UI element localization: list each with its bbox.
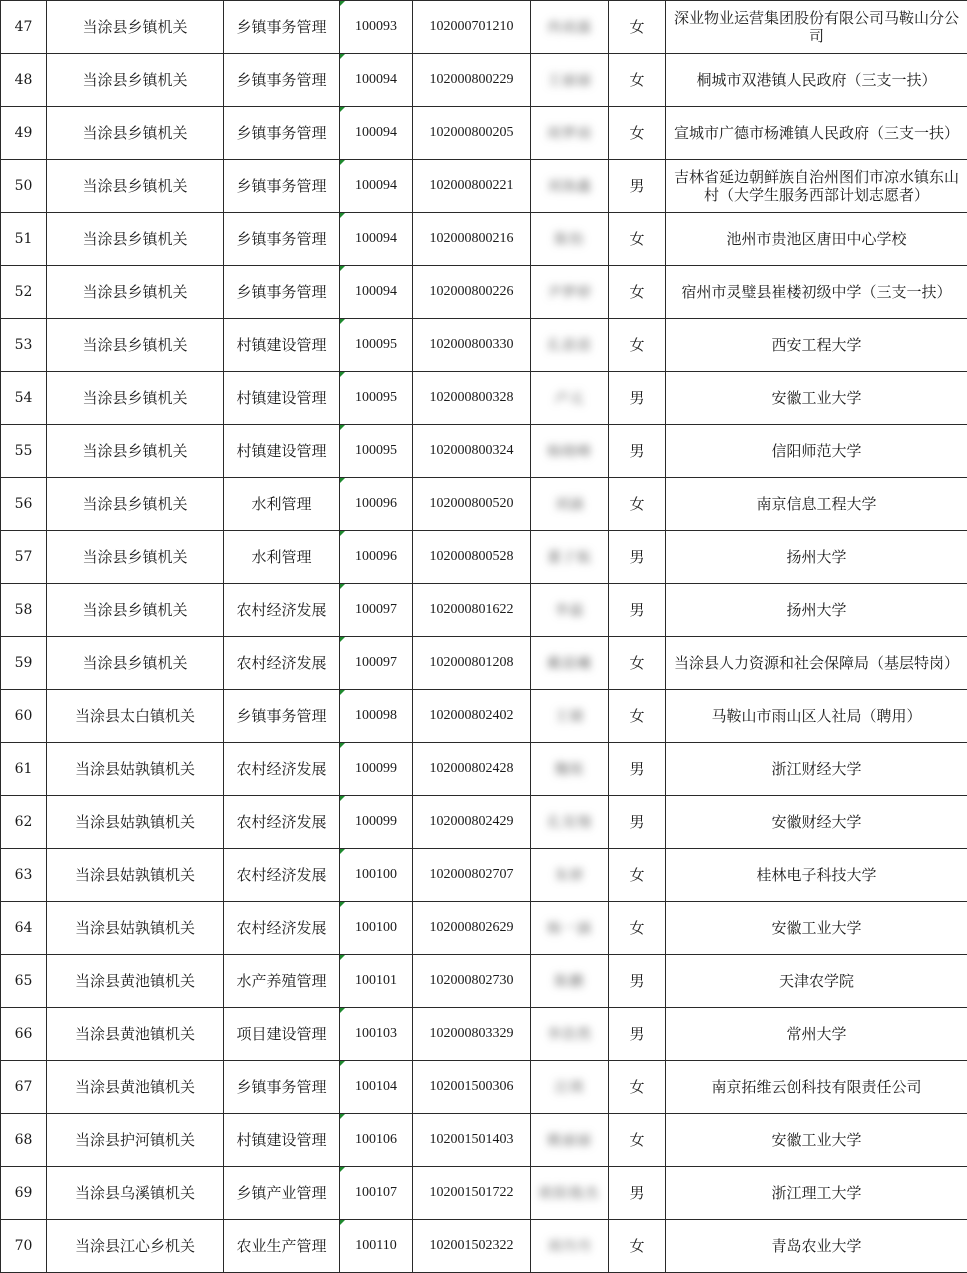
blurred-name: 魏锐 [554,761,585,778]
post-code-cell: 100103 [340,1008,413,1061]
gender-cell: 女 [609,849,666,902]
position-cell: 乡镇事务管理 [224,160,340,213]
gender-cell: 男 [609,1008,666,1061]
row-number-cell: 58 [1,584,47,637]
exam-number-cell: 102000800229 [413,54,531,107]
blurred-name: 孔昊翔 [547,814,592,831]
employer-cell: 吉林省延边朝鲜族自治州图们市凉水镇东山村（大学生服务西部计划志愿者） [666,160,967,213]
candidate-name-cell [531,54,609,107]
gender-cell: 女 [609,637,666,690]
recruiting-unit-cell: 当涂县乡镇机关 [47,584,224,637]
table-row [1,743,967,796]
position-cell: 农村经济发展 [224,584,340,637]
post-code-cell: 100100 [340,902,413,955]
gender-cell: 男 [609,372,666,425]
post-code-cell: 100097 [340,584,413,637]
table-row [1,1220,967,1273]
candidate-name-cell [531,1008,609,1061]
exam-number-cell: 102000800324 [413,425,531,478]
recruiting-unit-cell: 当涂县黄池镇机关 [47,1061,224,1114]
exam-number-cell: 102000800226 [413,266,531,319]
exam-number-cell: 102000701210 [413,1,531,54]
position-cell: 村镇建设管理 [224,319,340,372]
post-code-cell: 100097 [340,637,413,690]
recruiting-unit-cell: 当涂县乡镇机关 [47,637,224,690]
employer-cell: 青岛农业大学 [666,1220,967,1273]
row-number-cell: 50 [1,160,47,213]
blurred-name: 王婧 [554,708,585,725]
post-code-cell: 100110 [340,1220,413,1273]
exam-number-cell: 102000800528 [413,531,531,584]
recruiting-unit-cell: 当涂县乡镇机关 [47,160,224,213]
recruiting-unit-cell: 当涂县姑孰镇机关 [47,902,224,955]
blurred-name: 孔蓓蓓 [547,337,592,354]
blurred-name: 刘涵 [554,496,585,513]
row-number-cell: 60 [1,690,47,743]
employer-cell: 安徽财经大学 [666,796,967,849]
row-number-cell: 49 [1,107,47,160]
exam-number-cell: 102000800520 [413,478,531,531]
recruiting-unit-cell: 当涂县乡镇机关 [47,1,224,54]
gender-cell: 女 [609,319,666,372]
recruiting-unit-cell: 当涂县姑孰镇机关 [47,743,224,796]
post-code-cell: 100096 [340,531,413,584]
gender-cell: 女 [609,902,666,955]
candidate-name-cell [531,1061,609,1114]
gender-cell: 男 [609,743,666,796]
employer-cell: 池州市贵池区唐田中心学校 [666,213,967,266]
row-number-cell: 55 [1,425,47,478]
gender-cell: 女 [609,266,666,319]
blurred-name: 杨一涵 [547,920,592,937]
blurred-name: 王丽丽 [547,72,592,89]
candidate-name-cell [531,372,609,425]
row-number-cell: 69 [1,1167,47,1220]
post-code-cell: 100094 [340,54,413,107]
candidate-name-cell [531,425,609,478]
row-number-cell: 57 [1,531,47,584]
position-cell: 农村经济发展 [224,849,340,902]
post-code-cell: 100099 [340,743,413,796]
table-row [1,584,967,637]
position-cell: 村镇建设管理 [224,372,340,425]
row-number-cell: 70 [1,1220,47,1273]
recruiting-unit-cell: 当涂县乡镇机关 [47,107,224,160]
recruiting-unit-cell: 当涂县乌溪镇机关 [47,1167,224,1220]
blurred-name: 周梦雨 [547,125,592,142]
row-number-cell: 51 [1,213,47,266]
row-number-cell: 68 [1,1114,47,1167]
employer-cell: 西安工程大学 [666,319,967,372]
gender-cell: 女 [609,478,666,531]
row-number-cell: 52 [1,266,47,319]
blurred-name: 杨晓峰 [547,443,592,460]
post-code-cell: 100095 [340,372,413,425]
exam-number-cell: 102000801208 [413,637,531,690]
position-cell: 农村经济发展 [224,796,340,849]
employer-cell: 深业物业运营集团股份有限公司马鞍山分公司 [666,1,967,54]
post-code-cell: 100094 [340,160,413,213]
table-row [1,955,967,1008]
gender-cell: 男 [609,1167,666,1220]
employer-cell: 宣城市广德市杨滩镇人民政府（三支一扶） [666,107,967,160]
position-cell: 农村经济发展 [224,637,340,690]
candidate-name-cell [531,1167,609,1220]
exam-number-cell: 102000802428 [413,743,531,796]
candidate-name-cell [531,266,609,319]
position-cell: 水利管理 [224,531,340,584]
gender-cell: 男 [609,796,666,849]
recruiting-unit-cell: 当涂县太白镇机关 [47,690,224,743]
exam-number-cell: 102000802629 [413,902,531,955]
post-code-cell: 100094 [340,213,413,266]
candidate-name-cell [531,796,609,849]
gender-cell: 男 [609,531,666,584]
position-cell: 乡镇事务管理 [224,1,340,54]
employer-cell: 浙江财经大学 [666,743,967,796]
post-code-cell: 100098 [340,690,413,743]
post-code-cell: 100095 [340,425,413,478]
gender-cell: 女 [609,690,666,743]
employer-cell: 常州大学 [666,1008,967,1061]
row-number-cell: 59 [1,637,47,690]
position-cell: 项目建设管理 [224,1008,340,1061]
employer-cell: 安徽工业大学 [666,372,967,425]
exam-number-cell: 102001500306 [413,1061,531,1114]
exam-number-cell: 102000802429 [413,796,531,849]
blurred-name: 戴晨曦 [547,655,592,672]
employer-cell: 天津农学院 [666,955,967,1008]
employer-cell: 信阳师范大学 [666,425,967,478]
gender-cell: 男 [609,584,666,637]
position-cell: 乡镇事务管理 [224,213,340,266]
exam-number-cell: 102001501722 [413,1167,531,1220]
candidate-name-cell [531,955,609,1008]
candidate-name-cell [531,690,609,743]
exam-number-cell: 102000803329 [413,1008,531,1061]
row-number-cell: 65 [1,955,47,1008]
candidate-name-cell [531,531,609,584]
employer-cell: 安徽工业大学 [666,1114,967,1167]
blurred-name: 陈怡 [554,231,585,248]
row-number-cell: 66 [1,1008,47,1061]
row-number-cell: 64 [1,902,47,955]
candidate-name-cell [531,213,609,266]
blurred-name: 汪琪 [554,1079,585,1096]
employer-cell: 马鞍山市雨山区人社局（聘用） [666,690,967,743]
table-row [1,796,967,849]
blurred-name: 姚丽丽 [547,1132,592,1149]
table-row [1,531,967,584]
blurred-name: 卢元 [554,390,585,407]
blurred-name: 欧阳俊杰 [539,1185,600,1202]
table-row [1,319,967,372]
table-row [1,107,967,160]
table-row [1,372,967,425]
table-row [1,1061,967,1114]
recruiting-unit-cell: 当涂县姑孰镇机关 [47,849,224,902]
row-number-cell: 61 [1,743,47,796]
recruiting-unit-cell: 当涂县乡镇机关 [47,372,224,425]
recruiting-unit-cell: 当涂县黄池镇机关 [47,1008,224,1061]
candidate-name-cell [531,637,609,690]
post-code-cell: 100093 [340,1,413,54]
candidate-name-cell [531,319,609,372]
table-body [1,1,967,1273]
blurred-name: 李浩然 [547,1026,592,1043]
post-code-cell: 100094 [340,266,413,319]
gender-cell: 女 [609,213,666,266]
recruiting-unit-cell: 当涂县乡镇机关 [47,531,224,584]
row-number-cell: 47 [1,1,47,54]
exam-number-cell: 102001502322 [413,1220,531,1273]
post-code-cell: 100101 [340,955,413,1008]
employer-cell: 南京拓维云创科技有限责任公司 [666,1061,967,1114]
candidate-name-cell [531,107,609,160]
gender-cell: 女 [609,1220,666,1273]
position-cell: 乡镇产业管理 [224,1167,340,1220]
blurred-name: 冉雨露 [547,19,592,36]
exam-number-cell: 102000802707 [413,849,531,902]
table-row [1,1167,967,1220]
row-number-cell: 62 [1,796,47,849]
position-cell: 乡镇事务管理 [224,1061,340,1114]
position-cell: 乡镇事务管理 [224,107,340,160]
position-cell: 村镇建设管理 [224,1114,340,1167]
blurred-name: 李磊 [554,602,585,619]
table-row [1,160,967,213]
position-cell: 乡镇事务管理 [224,266,340,319]
employer-cell: 桂林电子科技大学 [666,849,967,902]
post-code-cell: 100096 [340,478,413,531]
post-code-cell: 100094 [340,107,413,160]
candidate-name-cell [531,160,609,213]
recruiting-unit-cell: 当涂县乡镇机关 [47,319,224,372]
position-cell: 村镇建设管理 [224,425,340,478]
position-cell: 水产养殖管理 [224,955,340,1008]
row-number-cell: 67 [1,1061,47,1114]
table-row [1,690,967,743]
recruiting-unit-cell: 当涂县乡镇机关 [47,266,224,319]
recruiting-unit-cell: 当涂县黄池镇机关 [47,955,224,1008]
employer-cell: 扬州大学 [666,531,967,584]
exam-number-cell: 102000802730 [413,955,531,1008]
gender-cell: 男 [609,425,666,478]
table-row [1,213,967,266]
recruiting-unit-cell: 当涂县护河镇机关 [47,1114,224,1167]
table-row [1,266,967,319]
employer-cell: 桐城市双港镇人民政府（三支一扶） [666,54,967,107]
gender-cell: 女 [609,1114,666,1167]
table-row [1,425,967,478]
table-row [1,849,967,902]
table-row [1,902,967,955]
blurred-name: 朱妍 [554,867,585,884]
row-number-cell: 48 [1,54,47,107]
table-row [1,1114,967,1167]
recruiting-unit-cell: 当涂县乡镇机关 [47,213,224,266]
gender-cell: 男 [609,955,666,1008]
gender-cell: 女 [609,1,666,54]
exam-number-cell: 102000800330 [413,319,531,372]
recruiting-unit-cell: 当涂县姑孰镇机关 [47,796,224,849]
employer-cell: 扬州大学 [666,584,967,637]
exam-number-cell: 102001501403 [413,1114,531,1167]
position-cell: 农村经济发展 [224,902,340,955]
blurred-name: 陈鹏 [554,973,585,990]
recruiting-unit-cell: 当涂县江心乡机关 [47,1220,224,1273]
post-code-cell: 100100 [340,849,413,902]
row-number-cell: 63 [1,849,47,902]
post-code-cell: 100107 [340,1167,413,1220]
employer-cell: 浙江理工大学 [666,1167,967,1220]
candidate-name-cell [531,1114,609,1167]
gender-cell: 女 [609,54,666,107]
employer-cell: 宿州市灵璧县崔楼初级中学（三支一扶） [666,266,967,319]
candidate-name-cell [531,584,609,637]
position-cell: 农村经济发展 [224,743,340,796]
employer-cell: 当涂县人力资源和社会保障局（基层特岗） [666,637,967,690]
position-cell: 乡镇事务管理 [224,690,340,743]
gender-cell: 男 [609,160,666,213]
employer-cell: 南京信息工程大学 [666,478,967,531]
post-code-cell: 100104 [340,1061,413,1114]
row-number-cell: 54 [1,372,47,425]
recruiting-unit-cell: 当涂县乡镇机关 [47,478,224,531]
exam-number-cell: 102000800328 [413,372,531,425]
candidate-name-cell [531,743,609,796]
recruiting-unit-cell: 当涂县乡镇机关 [47,425,224,478]
exam-number-cell: 102000802402 [413,690,531,743]
exam-number-cell: 102000800221 [413,160,531,213]
blurred-name: 刘海鑫 [547,178,592,195]
candidate-name-cell [531,1,609,54]
exam-number-cell: 102000801622 [413,584,531,637]
table-row [1,1,967,54]
post-code-cell: 100095 [340,319,413,372]
row-number-cell: 56 [1,478,47,531]
recruiting-unit-cell: 当涂县乡镇机关 [47,54,224,107]
candidate-name-cell [531,849,609,902]
post-code-cell: 100106 [340,1114,413,1167]
candidate-name-cell [531,902,609,955]
table-row [1,1008,967,1061]
table-row [1,637,967,690]
position-cell: 农业生产管理 [224,1220,340,1273]
gender-cell: 女 [609,1061,666,1114]
blurred-name: 董子航 [547,549,592,566]
exam-number-cell: 102000800205 [413,107,531,160]
position-cell: 水利管理 [224,478,340,531]
candidate-name-cell [531,1220,609,1273]
employer-cell: 安徽工业大学 [666,902,967,955]
candidate-name-cell [531,478,609,531]
blurred-name: 刘丹丹 [547,1238,592,1255]
exam-number-cell: 102000800216 [413,213,531,266]
blurred-name: 尹梦婷 [547,284,592,301]
row-number-cell: 53 [1,319,47,372]
post-code-cell: 100099 [340,796,413,849]
position-cell: 乡镇事务管理 [224,54,340,107]
table-row [1,54,967,107]
table-row [1,478,967,531]
gender-cell: 女 [609,107,666,160]
